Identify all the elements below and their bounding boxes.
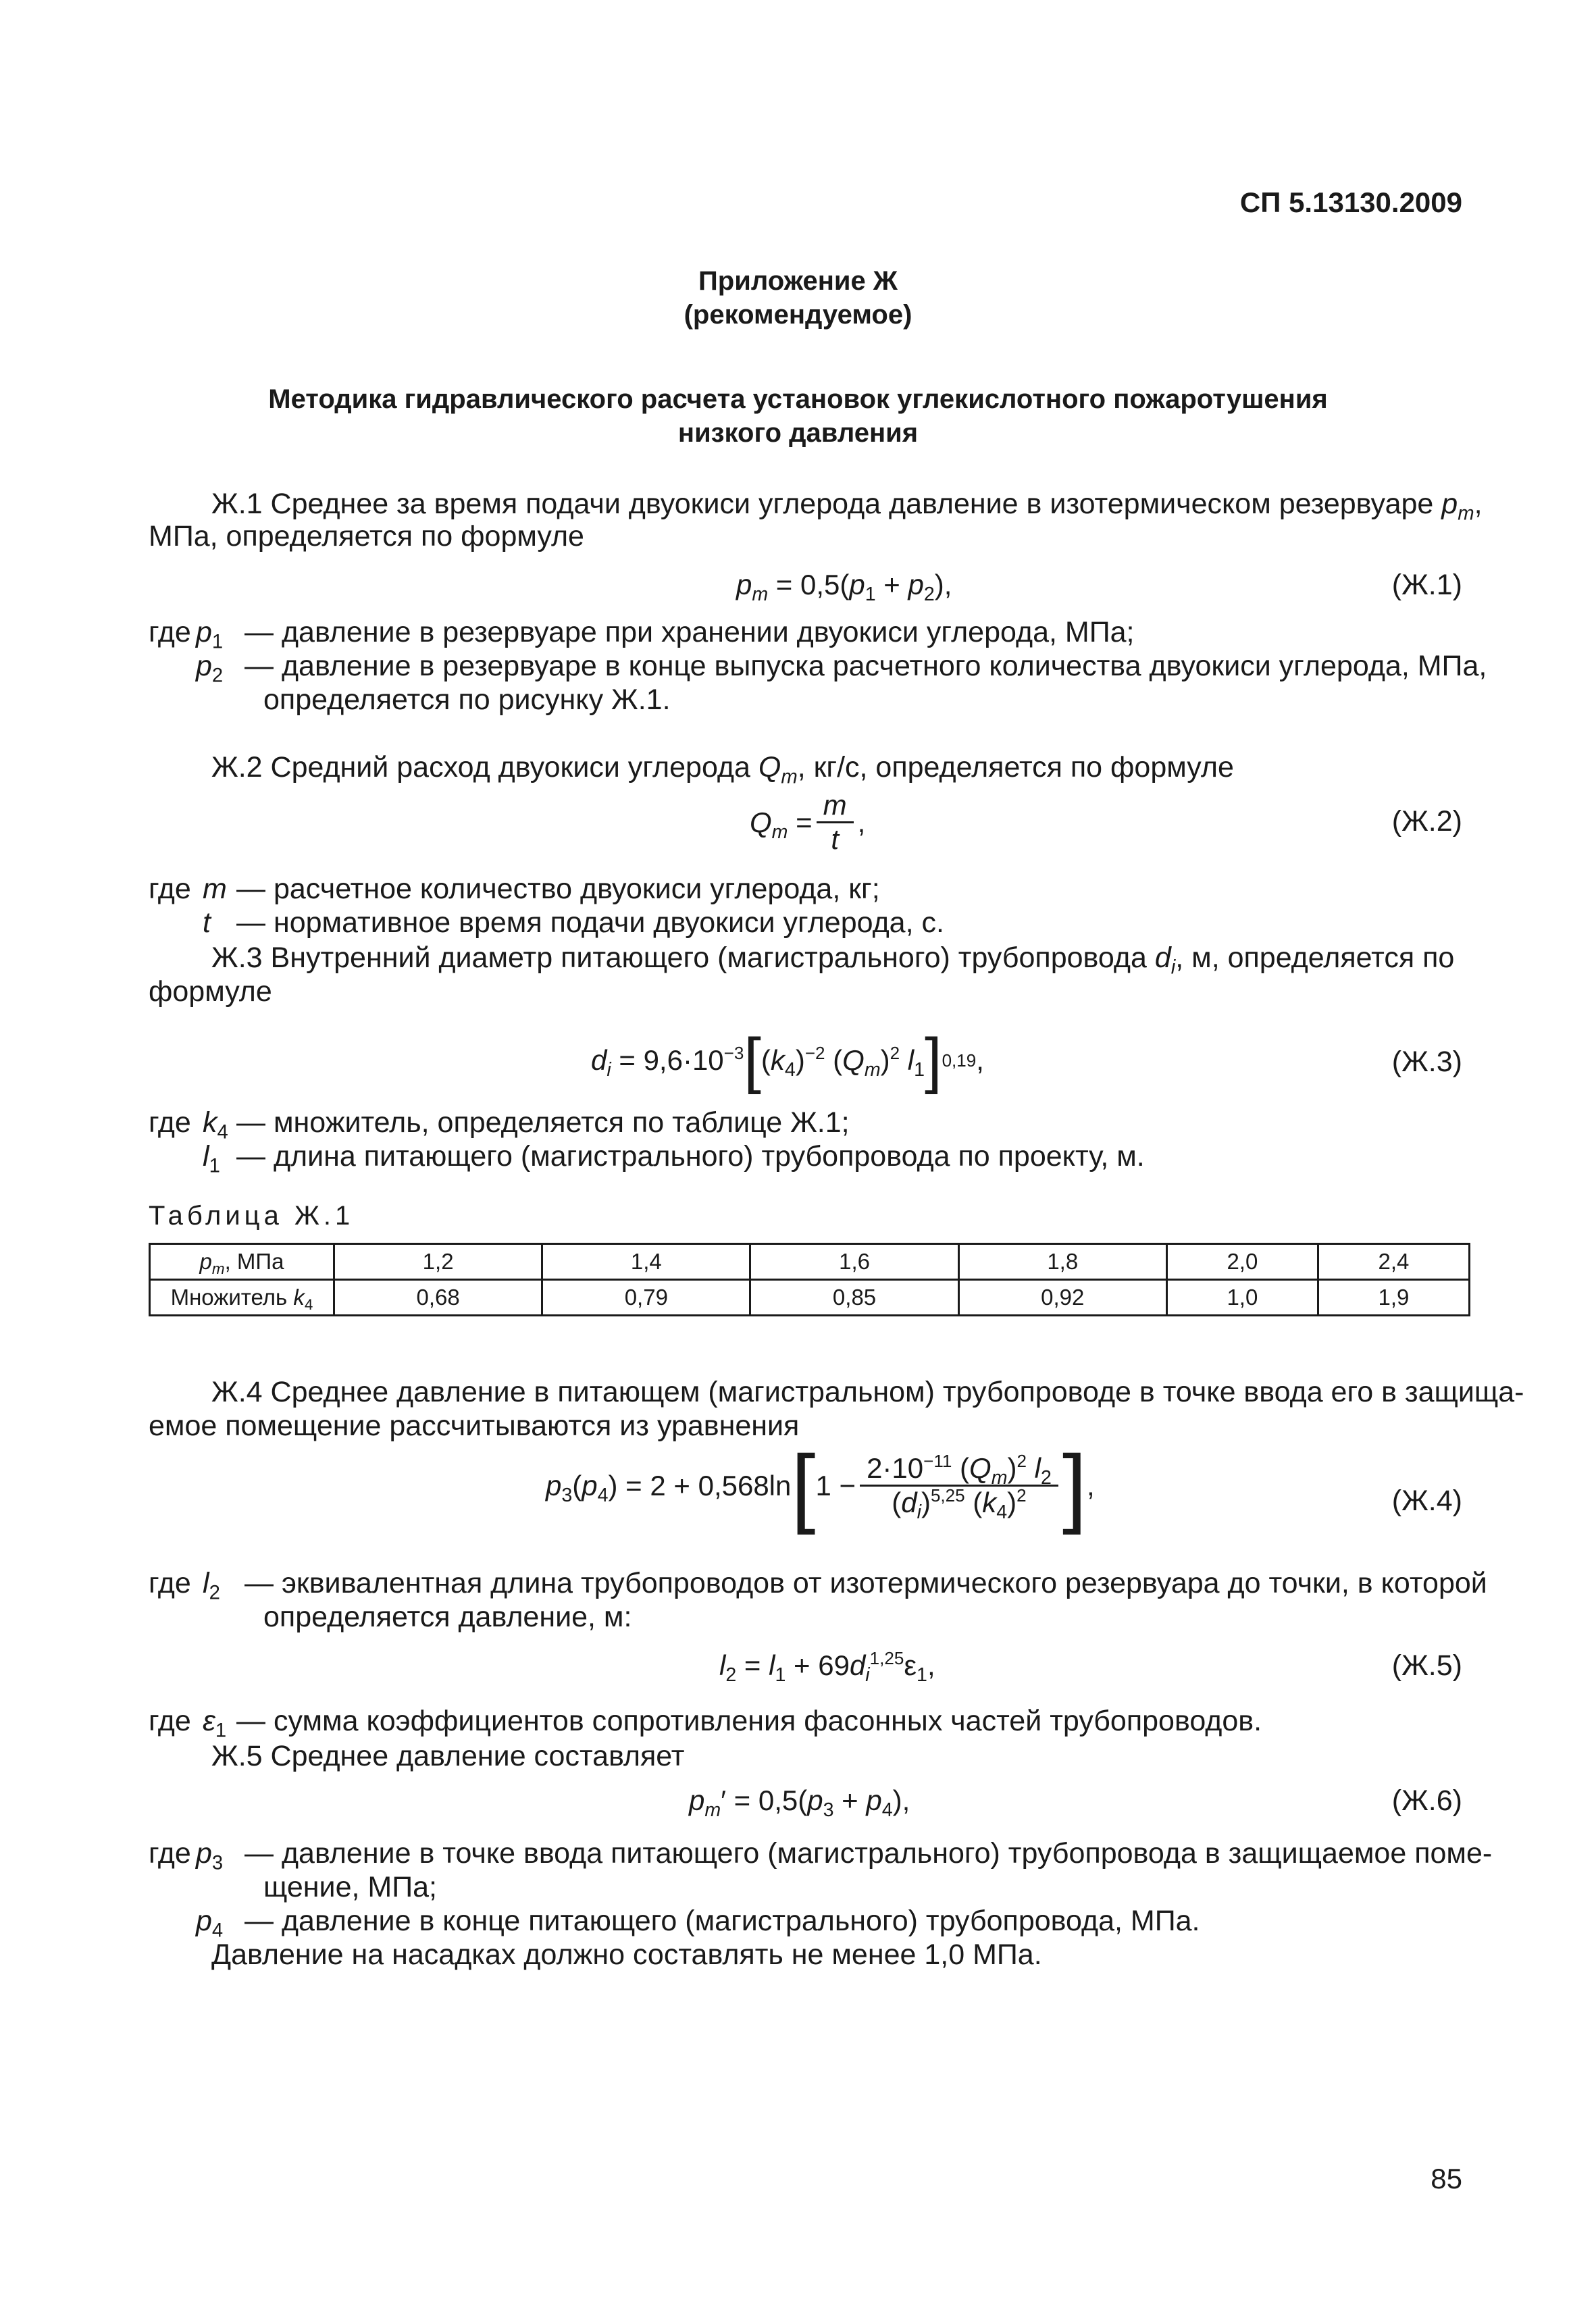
table-cell: 1,9 (1318, 1280, 1469, 1316)
appendix-note: (рекомендуемое) (684, 300, 912, 330)
appendix-title: Приложение Ж (698, 266, 898, 296)
final-statement: Давление на насадках должно составлять не менее 1,0 МПа. (211, 1938, 1042, 1971)
page-number: 85 (1431, 2163, 1462, 2194)
equation-number-zh2: (Ж.2) (1391, 805, 1462, 838)
table-cell: 1,8 (958, 1244, 1166, 1280)
def-l2: — эквивалентная длина трубопроводов от изотермического резервуара до точки, в которой (244, 1567, 1487, 1599)
formula-zh1: $p_m = 0,5(p_1 + p_2)$, (736, 569, 952, 606)
section-title-line1: Методика гидравлического расчета установок углекислотного пожаротушения (268, 384, 1328, 414)
where-label-zh5: где (149, 1705, 191, 1737)
paragraph-zh4-line1: Ж.4 Среднее давление в питающем (магистральном) трубопроводе в точке ввода его в защища- (211, 1376, 1524, 1408)
def-p3: — давление в точке ввода питающего (магистрального) трубопровода в защищаемое поме- (244, 1837, 1493, 1870)
var-p3: $p_3$ (196, 1837, 224, 1874)
where-label-zh4: где (149, 1567, 191, 1599)
def-k4: — множитель, определяется по таблице Ж.1; (236, 1106, 850, 1139)
table-caption: Таблица Ж.1 (149, 1201, 355, 1231)
table-cell: 0,92 (958, 1280, 1166, 1316)
def-l1: — длина питающего (магистрального) трубопровода по проекту, м. (236, 1140, 1145, 1173)
var-l1: $l_1$ (203, 1140, 220, 1177)
equation-number-zh3: (Ж.3) (1391, 1046, 1462, 1078)
def-p2: — давление в резервуаре в конце выпуска расчетного количества двуокиси углерода, МПа, (244, 650, 1487, 682)
table-zh1 (149, 1243, 1470, 1316)
paragraph-zh3-line2: формуле (149, 975, 272, 1008)
equation-number-zh4: (Ж.4) (1391, 1485, 1462, 1517)
table-row (150, 1280, 1470, 1316)
var-t: t (203, 906, 211, 939)
where-label-zh2: где (149, 873, 191, 905)
paragraph-zh2: Ж.2 Средний расход двуокиси углерода $Q_m$, кг/с, определяется по формуле (211, 751, 1234, 788)
table-cell: 0,68 (334, 1280, 542, 1316)
formula-zh2: $Q_m$ = $\frac{m}{t}$ , (750, 789, 866, 855)
formula-zh3: $d_i = 9,6\cdot 10^{-3}$ [ $(k_4)^{-2}$ $(Q_m)^2$ $l_1$ ] 0,19 , (591, 1026, 984, 1095)
fraction-eq4: $\frac{2\cdot 10^{-11} (Q_m)^2 l_2}{(d_i)^{5,25} (k_4)^2}$ (860, 1452, 1058, 1519)
document-code: СП 5.13130.2009 (1239, 186, 1462, 218)
def-l2-cont: определяется давление, м: (263, 1601, 632, 1633)
table-cell: 1,0 (1166, 1280, 1318, 1316)
fraction-m-over-t: $\frac{m}{t}$ (817, 789, 854, 856)
table-cell: 1,2 (334, 1244, 542, 1280)
def-eps1: — сумма коэффициентов сопротивления фасонных частей трубопроводов. (236, 1705, 1262, 1737)
formula-zh6: $p_m' = 0,5(p_3 + p_4)$, (689, 1784, 910, 1822)
var-eps1: $\varepsilon_1$ (203, 1705, 227, 1742)
table-cell: 0,79 (542, 1280, 750, 1316)
formula-zh5: $l_2 = l_1 + 69d_i^{1,25}\varepsilon_1$, (719, 1647, 935, 1687)
table-row-head-k4: Множитель $k_4$ (150, 1280, 334, 1316)
paragraph-zh3-line1: Ж.3 Внутренний диаметр питающего (магистрального) трубопровода $d_i$, м, определяется по (211, 942, 1455, 979)
var-p2: $p_2$ (196, 650, 224, 687)
def-m: — расчетное количество двуокиси углерода, кг; (236, 873, 880, 905)
equation-number-zh5: (Ж.5) (1391, 1649, 1462, 1682)
where-label-zh1: где (149, 616, 191, 648)
var-p4: $p_4$ (196, 1905, 224, 1942)
paragraph-zh5: Ж.5 Среднее давление составляет (211, 1740, 685, 1772)
paragraph-zh1-line1: Ж.1 Среднее за время подачи двуокиси углерода давление в изотермическом резервуаре $p_m$, (211, 488, 1483, 525)
table-cell: 1,4 (542, 1244, 750, 1280)
table-row-head-pm: $p_m$, МПа (150, 1244, 334, 1280)
def-t: — нормативное время подачи двуокиси углерода, с. (236, 906, 944, 939)
def-p4: — давление в конце питающего (магистрального) трубопровода, МПа. (244, 1905, 1200, 1937)
var-m: m (203, 873, 227, 905)
var-p1: $p_1$ (196, 616, 224, 653)
where-label-zh3: где (149, 1106, 191, 1139)
equation-number-zh6: (Ж.6) (1391, 1784, 1462, 1817)
def-p1: — давление в резервуаре при хранении двуокиси углерода, МПа; (244, 616, 1135, 648)
section-title-line2: низкого давления (677, 418, 919, 448)
table-row (150, 1244, 1470, 1280)
table-cell: 0,85 (750, 1280, 958, 1316)
formula-zh4: $p_3(p_4) = 2 + 0,568\ln$ [ 1 − $\frac{2\cdot 10^{-11} (Q_m)^2 l_2}{(d_i)^{5,25} (k_4)^2}$ ] , (546, 1436, 1095, 1535)
def-p3-cont: щение, МПа; (263, 1871, 437, 1903)
table-cell: 2,4 (1318, 1244, 1469, 1280)
var-k4: $k_4$ (203, 1106, 228, 1143)
table-cell: 1,6 (750, 1244, 958, 1280)
table-cell: 2,0 (1166, 1244, 1318, 1280)
equation-number-zh1: (Ж.1) (1391, 569, 1462, 601)
paragraph-zh1-line2: МПа, определяется по формуле (149, 520, 584, 552)
paragraph-zh4-line2: емое помещение рассчитываются из уравнения (149, 1410, 800, 1442)
def-p2-cont: определяется по рисунку Ж.1. (263, 684, 671, 716)
where-label-zh6: где (149, 1837, 191, 1870)
var-l2: $l_2$ (203, 1567, 220, 1604)
